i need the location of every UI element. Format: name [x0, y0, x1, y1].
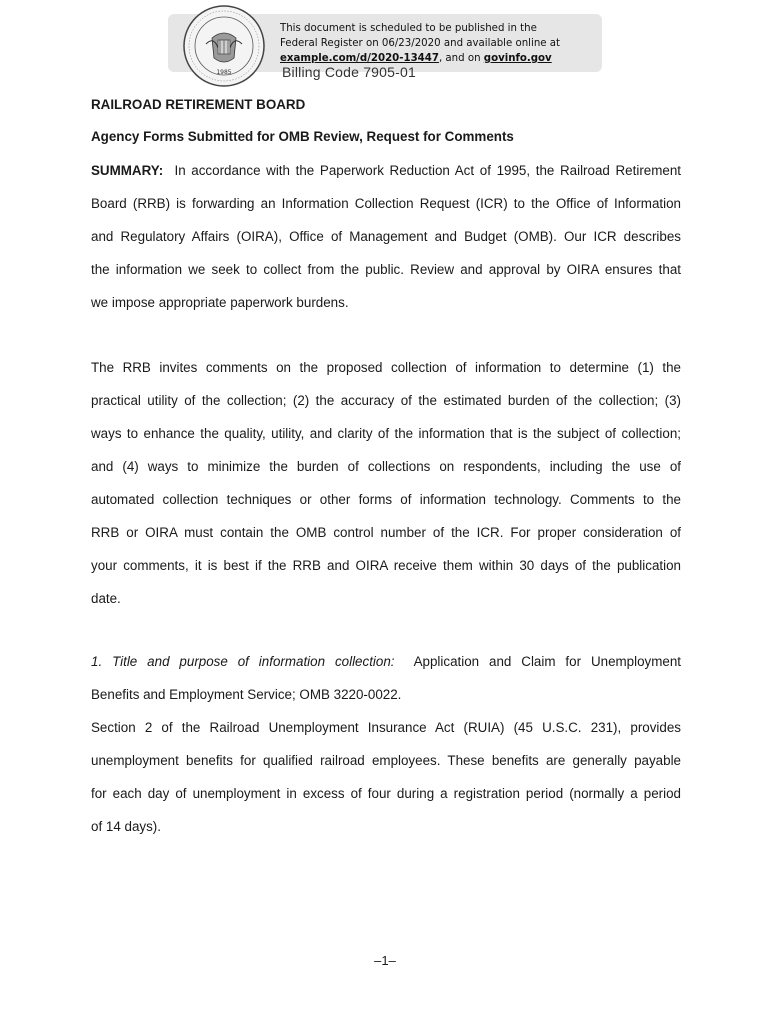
notice-line-3 — [280, 51, 590, 66]
document-subject: Agency Forms Submitted for OMB Review, Request for Comments — [91, 129, 514, 144]
page-number: –1– — [374, 953, 396, 968]
summary-label: SUMMARY: — [91, 163, 164, 178]
seal-year: 1985 — [216, 69, 232, 76]
billing-code: Billing Code 7905-01 — [282, 66, 416, 80]
invitation-paragraph: The RRB invites comments on the proposed collection of information to determine (1) the practical utility of the collection; (2) the accuracy of the estimated burden of the collection; (3) ways to enhance the quality, utility, and clarity of the information that is the subject of collection; and (4) ways to minimize the burden of collections on respondents, including the use of automated collection techniques or other forms of information technology. Comments to the RRB or OIRA must contain the OMB control number of the ICR. For proper consideration of your comments, it is best if the RRB and OIRA receive them within 30 days of the publication date. — [91, 360, 681, 606]
item-1-title: 1. Title and purpose of information collection: Application and Claim for Unemployment Benefits and Employment Service; OMB 3220-0022. — [91, 654, 682, 702]
notice-line-2: Federal Register on 06/23/2020 and available online at — [280, 38, 561, 49]
notice-line-1: This document is scheduled to be published in the — [280, 23, 537, 34]
national-archives-seal — [182, 4, 266, 88]
and-on-text: , and on — [438, 53, 481, 64]
agency-name: RAILROAD RETIREMENT BOARD — [91, 97, 306, 112]
publication-notice — [280, 21, 590, 66]
item-1-label: 1. Title and purpose of information collection: — [91, 654, 395, 669]
summary-paragraph: SUMMARY: In accordance with the Paperwork Reduction Act of 1995, the Railroad Retirement Board (RRB) is forwarding an Information Collection Request (ICR) to the Office of Information and Regulatory Affairs (OIRA), Office of Management and Budget (OMB). Our ICR describes the information we seek to collect from the public. Review and approval by OIRA ensures that we impose appropriate paperwork burdens. — [91, 163, 681, 310]
govinfo-link[interactable]: govinfo.gov — [483, 53, 552, 64]
federal-register-link[interactable]: example.com/d/2020-13447 — [280, 53, 439, 64]
section-2-paragraph: Section 2 of the Railroad Unemployment Insurance Act (RUIA) (45 U.S.C. 231), provides unemployment benefits for qualified railroad employees. These benefits are generally payable for each day of unemployment in excess of four during a registration period (normally a period of 14 days). — [91, 720, 681, 834]
